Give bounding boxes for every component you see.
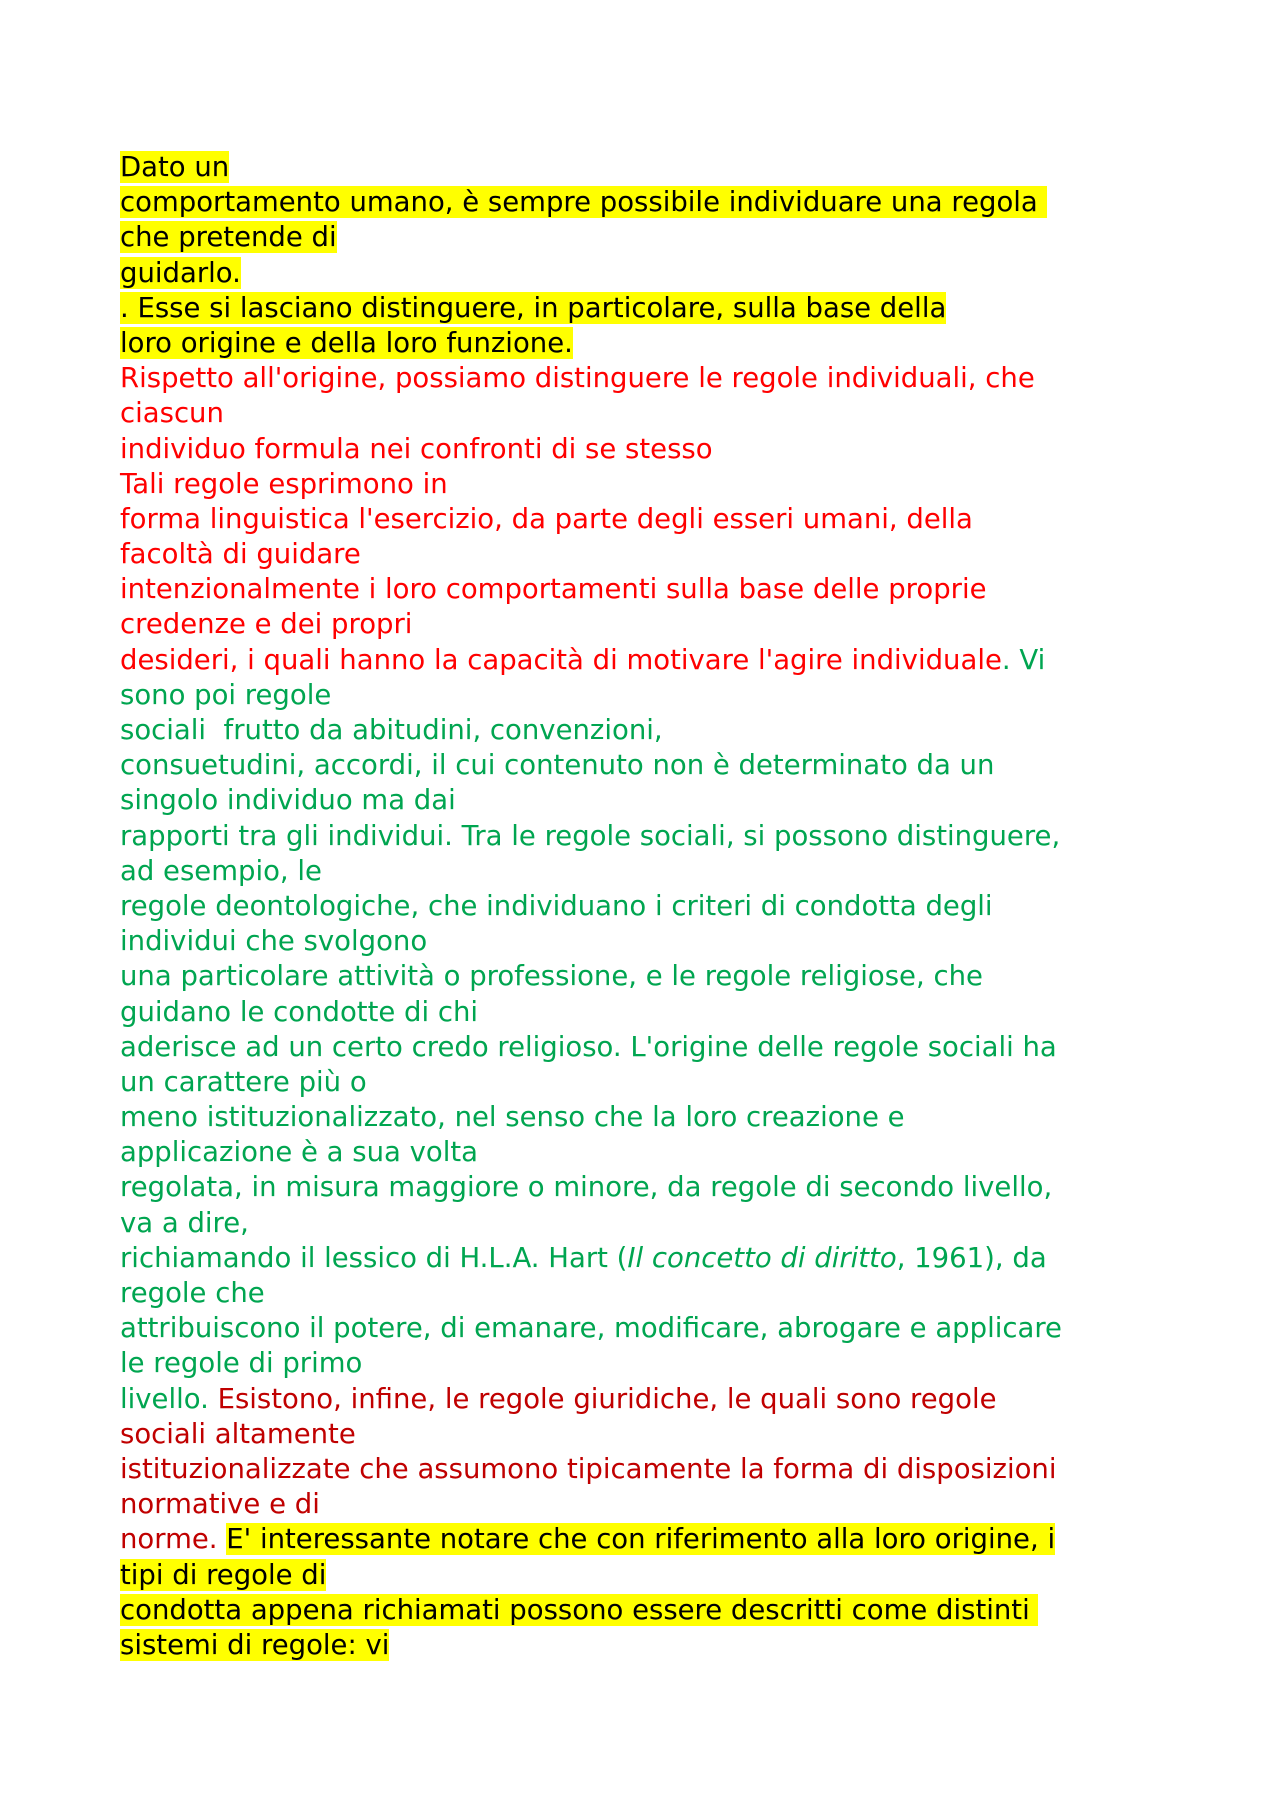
highlighted-text: guidarlo. <box>120 256 241 289</box>
text-line <box>120 1276 1180 1311</box>
text-span: attribuiscono il potere, di emanare, modificare, abrogare e applicare <box>120 1312 1062 1345</box>
text-span: meno istituzionalizzato, nel senso che la loro creazione e <box>120 1101 905 1134</box>
text-line <box>120 1628 1180 1663</box>
highlighted-text: E' interessante notare che con riferimento alla loro origine, i <box>226 1523 1056 1556</box>
text-span: ad esempio, le <box>120 854 322 887</box>
text-span: regole deontologiche, che individuano i criteri di condotta degli <box>120 889 993 922</box>
text-line <box>120 537 1180 572</box>
highlighted-text: che pretende di <box>120 221 337 254</box>
text-line <box>120 643 1180 678</box>
text-line <box>120 396 1180 431</box>
text-span: individui che svolgono <box>120 925 428 958</box>
text-line <box>120 1487 1180 1522</box>
text-line <box>120 1452 1180 1487</box>
text-line <box>120 959 1180 994</box>
text-line <box>120 1346 1180 1381</box>
highlighted-text: loro origine e della loro funzione. <box>120 326 573 359</box>
text-line <box>120 150 1180 185</box>
text-line <box>120 1522 1180 1557</box>
text-line <box>120 783 1180 818</box>
text-line <box>120 1065 1180 1100</box>
document-page <box>120 150 1180 1663</box>
highlighted-text: sistemi di regole: vi <box>120 1628 390 1661</box>
text-line <box>120 1558 1180 1593</box>
text-span: sono poi regole <box>120 678 332 711</box>
text-span: intenzionalmente i loro comportamenti sulla base delle proprie <box>120 573 987 606</box>
text-line <box>120 432 1180 467</box>
text-span: norme. <box>120 1523 227 1556</box>
text-span: . Vi <box>1001 643 1046 676</box>
text-line <box>120 256 1180 291</box>
text-span: una particolare attività o professione, e le regole religiose, che <box>120 960 983 993</box>
text-span: regole che <box>120 1277 265 1309</box>
text-line <box>120 889 1180 924</box>
text-span: normative e di <box>120 1488 320 1521</box>
text-line <box>120 326 1180 361</box>
text-span: desideri, i quali hanno la capacità di motivare l'agire individuale <box>120 643 1002 676</box>
text-span: credenze e dei propri <box>120 608 413 641</box>
text-span: istituzionalizzate che assumono tipicamente la forma di disposizioni <box>120 1452 1057 1485</box>
highlighted-text: comportamento umano, è sempre possibile individuare una regola <box>120 186 1047 219</box>
text-span: regolata, in misura maggiore o minore, da regole di secondo livello, <box>120 1171 1053 1204</box>
text-line <box>120 854 1180 889</box>
text-line <box>120 678 1180 713</box>
text-line <box>120 185 1180 220</box>
text-span: sociali altamente <box>120 1417 356 1450</box>
text-line <box>120 1241 1180 1276</box>
text-span: singolo individuo ma dai <box>120 784 456 817</box>
text-line <box>120 995 1180 1030</box>
text-line <box>120 819 1180 854</box>
text-line <box>120 572 1180 607</box>
text-line <box>120 1135 1180 1170</box>
text-span: guidano le condotte di chi <box>120 995 479 1028</box>
italic-title: Il concetto di diritto <box>627 1241 897 1274</box>
text-span: , 1961), da <box>896 1241 1047 1274</box>
highlighted-text: tipi di regole di <box>120 1558 327 1591</box>
text-span: aderisce ad un certo credo religioso. L'origine delle regole sociali ha <box>120 1030 1057 1063</box>
text-span: facoltà di guidare <box>120 538 361 571</box>
text-line <box>120 1100 1180 1135</box>
text-line <box>120 1417 1180 1452</box>
text-line <box>120 1030 1180 1065</box>
highlighted-text: condotta appena richiamati possono essere descritti come distinti <box>120 1593 1039 1626</box>
text-span: le regole di primo <box>120 1347 363 1380</box>
text-span: livello. <box>120 1382 218 1415</box>
text-span: forma linguistica l'esercizio, da parte degli esseri umani, della <box>120 502 973 535</box>
text-line <box>120 291 1180 326</box>
highlighted-text: Dato un <box>120 151 230 183</box>
text-span: individuo formula nei confronti di se stesso <box>120 432 713 465</box>
text-line <box>120 1170 1180 1205</box>
highlighted-text: . Esse si lasciano distinguere, in particolare, sulla base della <box>120 291 947 324</box>
text-line <box>120 220 1180 255</box>
text-span: richiamando il lessico di H.L.A. Hart ( <box>120 1241 628 1274</box>
text-span: ciascun <box>120 397 224 430</box>
text-line <box>120 1206 1180 1241</box>
text-line <box>120 924 1180 959</box>
text-line <box>120 1593 1180 1628</box>
text-span: va a dire, <box>120 1206 249 1239</box>
text-span: Tali regole esprimono in <box>120 467 448 500</box>
text-span: sociali frutto da abitudini, convenzioni, <box>120 714 663 746</box>
text-span: Rispetto all'origine, possiamo distinguere le regole individuali, che <box>120 362 1035 395</box>
text-line <box>120 502 1180 537</box>
text-line <box>120 361 1180 396</box>
text-line <box>120 713 1180 748</box>
text-line <box>120 607 1180 642</box>
text-line <box>120 467 1180 502</box>
text-line <box>120 1311 1180 1346</box>
text-line <box>120 748 1180 783</box>
text-span: consuetudini, accordi, il cui contenuto non è determinato da un <box>120 749 995 782</box>
text-span: applicazione è a sua volta <box>120 1136 478 1169</box>
text-span: un carattere più o <box>120 1065 367 1098</box>
text-line <box>120 1382 1180 1417</box>
text-span: rapporti tra gli individui. Tra le regole sociali, si possono distinguere, <box>120 819 1061 852</box>
text-span: Esistono, infine, le regole giuridiche, le quali sono regole <box>217 1382 997 1415</box>
